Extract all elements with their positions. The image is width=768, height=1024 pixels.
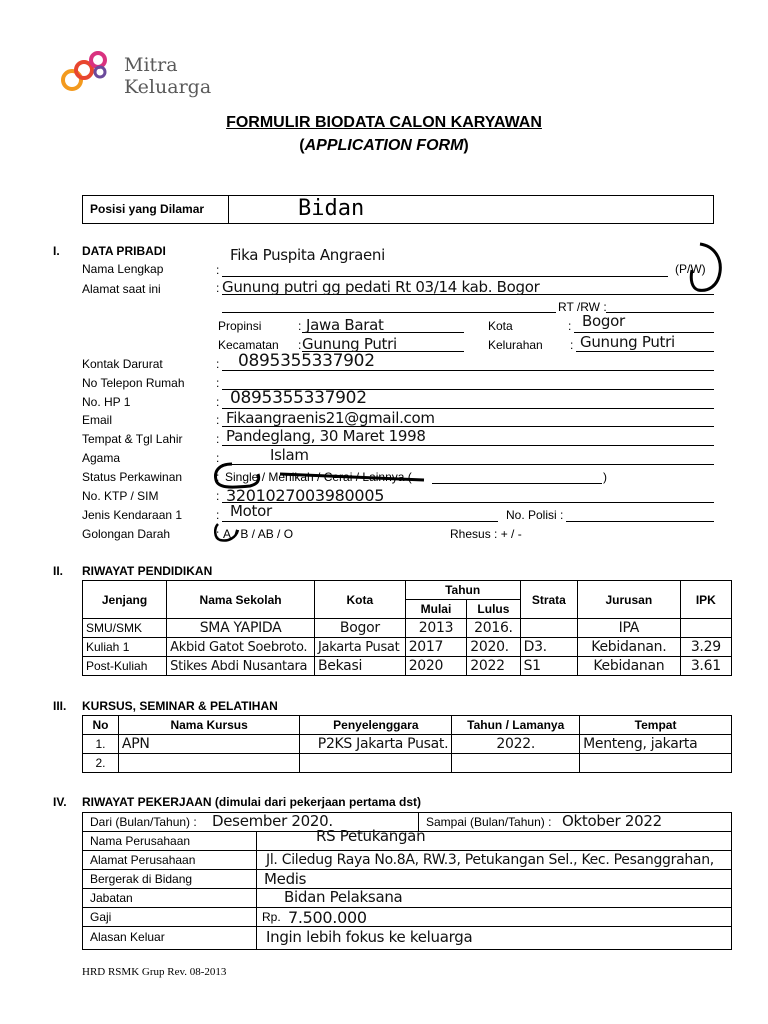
footer-revision: HRD RSMK Grup Rev. 08-2013 [82,966,227,978]
ttl-value[interactable]: Pandeglang, 30 Maret 1998 [226,427,426,445]
section-title-education: RIWAYAT PENDIDIKAN [82,564,213,578]
alamat-perusahaan-value[interactable]: Jl. Ciledug Raya No.8A, RW.3, Petukangan Sel., Kec. Pesanggrahan, [266,852,714,868]
alamat-value[interactable]: Gunung putri gg pedati Rt 03/14 kab. Bogor [222,278,540,296]
company-logo [58,46,228,102]
kecamatan-value[interactable]: Gunung Putri [302,335,397,353]
table-row: SMU/SMK SMA YAPIDA Bogor 2013 2016. IPA [83,619,732,638]
section-title-courses: KURSUS, SEMINAR & PELATIHAN [82,699,278,713]
agama-value[interactable]: Islam [270,446,309,464]
perusahaan-value[interactable]: RS Petukangan [316,827,426,845]
logo-text-keluarga: Keluarga [124,76,212,98]
status-options: Single / Menikah / Cerai / Lainnya ( [225,470,412,484]
ktp-value[interactable]: 3201027003980005 [226,486,385,505]
kota-value[interactable]: Bogor [582,312,625,330]
kendaraan-value[interactable]: Motor [230,502,272,520]
blood-circle-mark [212,520,242,544]
table-row: 2. [83,754,732,773]
position-label: Posisi yang Dilamar [90,202,205,216]
section-title-work: RIWAYAT PEKERJAAN (dimulai dari pekerjaan pertama dst) [82,795,421,809]
kontak-value[interactable]: 0895355337902 [238,351,375,371]
hp-value[interactable]: 0895355337902 [230,388,367,408]
table-row: Post-Kuliah Stikes Abdi Nusantara Bekasi 2020 2022 S1 Kebidanan 3.61 [83,657,732,676]
logo-text-mitra: Mitra [124,54,178,76]
sampai-value[interactable]: Oktober 2022 [562,812,662,830]
bidang-value[interactable]: Medis [264,870,307,888]
logo-rings-icon [58,46,120,98]
jabatan-value[interactable]: Bidan Pelaksana [284,888,403,906]
email-value[interactable]: Fikaangraenis21@gmail.com [226,409,435,427]
propinsi-value[interactable]: Jawa Barat [306,316,384,334]
blood-options: A / B / AB / O [223,527,294,541]
table-row: Kuliah 1 Akbid Gatot Soebroto. Jakarta Pusat 2017 2020. D3. Kebidanan. 3.29 [83,638,732,657]
section-title-personal: DATA PRIBADI [82,244,166,258]
position-value[interactable]: Bidan [298,196,365,221]
alasan-value[interactable]: Ingin lebih fokus ke keluarga [266,928,473,946]
dari-value[interactable]: Desember 2020. [212,812,333,830]
education-table: Jenjang Nama Sekolah Kota Tahun Strata Jurusan IPK Mulai Lulus SMU/SMK SMA YAPIDA Bogor 2013 2016. IPA Kuliah 1 Akbid Gatot Soebroto. Jakarta Pusat 2017 2020. D3. Kebidanan. 3.29 Post-Kuliah Stikes Abdi Nusantara Bekasi 2020 2022 S1 Kebidanan 3.61 [82,580,732,676]
gender-circle-mark [686,240,726,296]
table-row: 1. APN P2KS Jakarta Pusat. 2022. Menteng, jakarta [83,735,732,754]
kelurahan-value[interactable]: Gunung Putri [580,333,675,351]
courses-table: No Nama Kursus Penyelenggara Tahun / Lamanya Tempat 1. APN P2KS Jakarta Pusat. 2022. Menteng, jakarta 2. [82,715,732,773]
nama-value[interactable]: Fika Puspita Angraeni [230,246,385,264]
gaji-value[interactable]: 7.500.000 [288,908,367,927]
form-title: FORMULIR BIODATA CALON KARYAWAN [226,114,542,131]
gender-options: (P/W) [675,262,706,276]
form-subtitle: (APPLICATION FORM) [299,137,469,154]
